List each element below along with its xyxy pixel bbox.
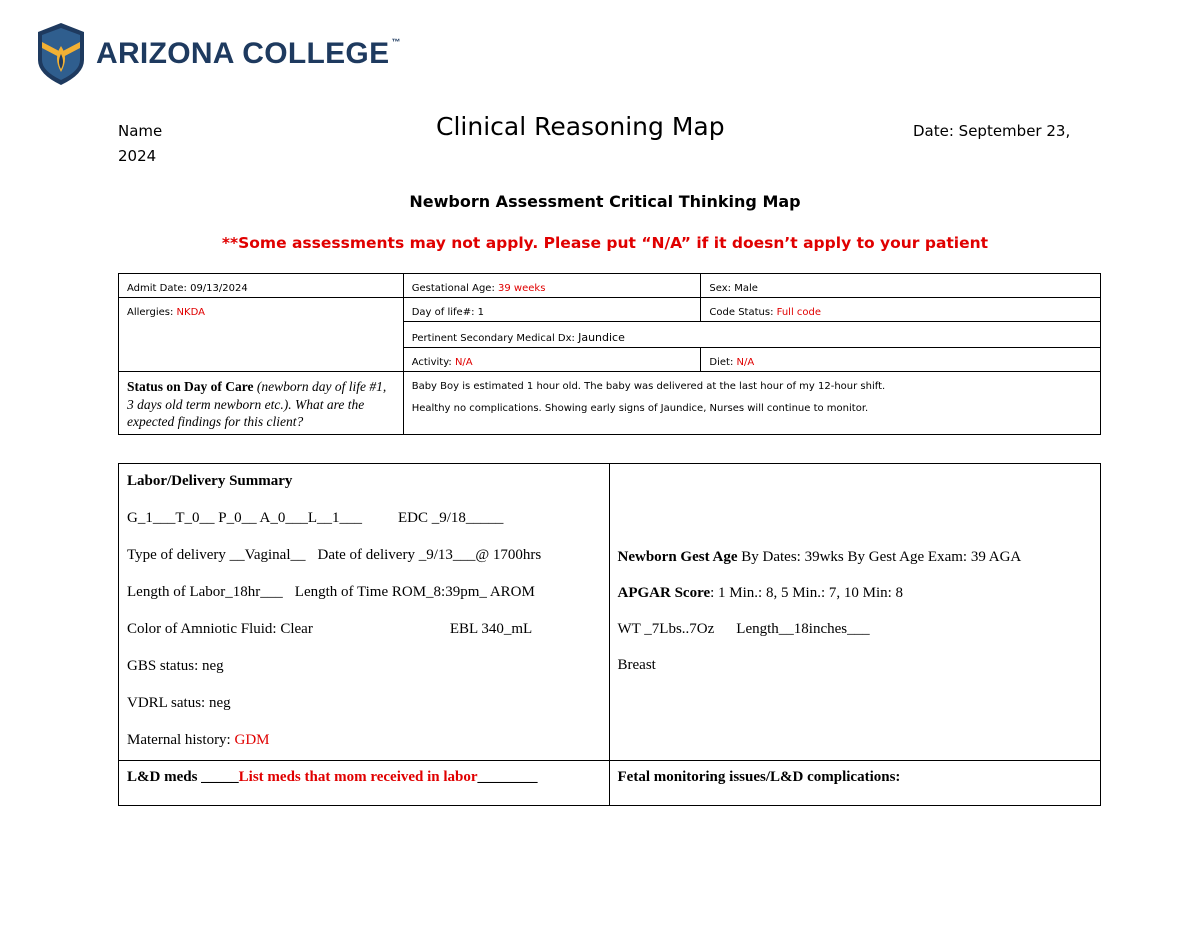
page-title: Clinical Reasoning Map	[436, 112, 725, 141]
diet-cell: Diet: N/A	[701, 348, 1101, 372]
day-of-life-cell: Day of life#: 1	[403, 298, 701, 322]
instruction-note: **Some assessments may not apply. Please put “N/A” if it doesn’t apply to your patient	[221, 234, 989, 252]
fetal-monitoring-cell: Fetal monitoring issues/L&D complications:	[609, 761, 1101, 806]
feeding-line: Breast	[617, 656, 656, 673]
allergies-cell: Allergies: NKDA	[119, 298, 404, 372]
weight-length-line: WT _7Lbs..7Oz Length__18inches___	[617, 620, 870, 637]
college-logo	[36, 22, 401, 86]
patient-info-table	[118, 273, 1101, 435]
newborn-summary-cell	[609, 464, 1101, 761]
status-text-cell	[403, 372, 1100, 435]
date-year: 2024	[118, 147, 157, 165]
gestational-age-cell: Gestational Age: 39 weeks	[403, 274, 701, 298]
labor-summary-cell	[119, 464, 610, 761]
delivery-line: Type of delivery __Vaginal__ Date of delivery _9/13___@ 1700hrs	[127, 547, 542, 563]
maternal-history-line: Maternal history: GDM	[127, 732, 270, 748]
labor-summary-title: Labor/Delivery Summary	[127, 473, 293, 489]
logo-wordmark: ARIZONA COLLEGE ™	[96, 37, 401, 70]
map-subtitle: Newborn Assessment Critical Thinking Map	[409, 192, 801, 211]
activity-cell: Activity: N/A	[403, 348, 701, 372]
gtpal-line: G_1___T_0__ P_0__ A_0___L__1___ EDC _9/18_____	[127, 510, 504, 526]
status-line-1: Baby Boy is estimated 1 hour old. The baby was delivered at the last hour of my 12-hour shift.	[411, 381, 886, 392]
code-status-cell: Code Status: Full code	[701, 298, 1101, 322]
fluid-line: Color of Amniotic Fluid: Clear EBL 340_mL	[127, 621, 533, 637]
delivery-table	[118, 463, 1101, 806]
status-label-cell: Status on Day of Care (newborn day of life #1, 3 days old term newborn etc.). What are the expected findings for this client?	[119, 372, 404, 435]
labor-length-line: Length of Labor_18hr___ Length of Time ROM_8:39pm_ AROM	[127, 584, 535, 600]
shield-flame-icon	[36, 22, 86, 86]
admit-date-cell: Admit Date: 09/13/2024	[119, 274, 404, 298]
apgar-line: APGAR Score: 1 Min.: 8, 5 Min.: 7, 10 Min: 8	[617, 584, 904, 601]
ld-meds-cell: L&D meds _____List meds that mom received in labor________	[119, 761, 610, 806]
newborn-gest-line: Newborn Gest Age By Dates: 39wks By Gest Age Exam: 39 AGA	[617, 548, 1022, 565]
gbs-line: GBS status: neg	[127, 658, 224, 674]
status-line-2: Healthy no complications. Showing early signs of Jaundice, Nurses will continue to monitor.	[411, 403, 869, 414]
secondary-dx-cell: Pertinent Secondary Medical Dx: Jaundice	[403, 322, 1100, 348]
vdrl-line: VDRL satus: neg	[127, 695, 231, 711]
date-label: Date: September 23,	[913, 122, 1071, 140]
name-label: Name	[118, 122, 163, 140]
sex-cell: Sex: Male	[701, 274, 1101, 298]
